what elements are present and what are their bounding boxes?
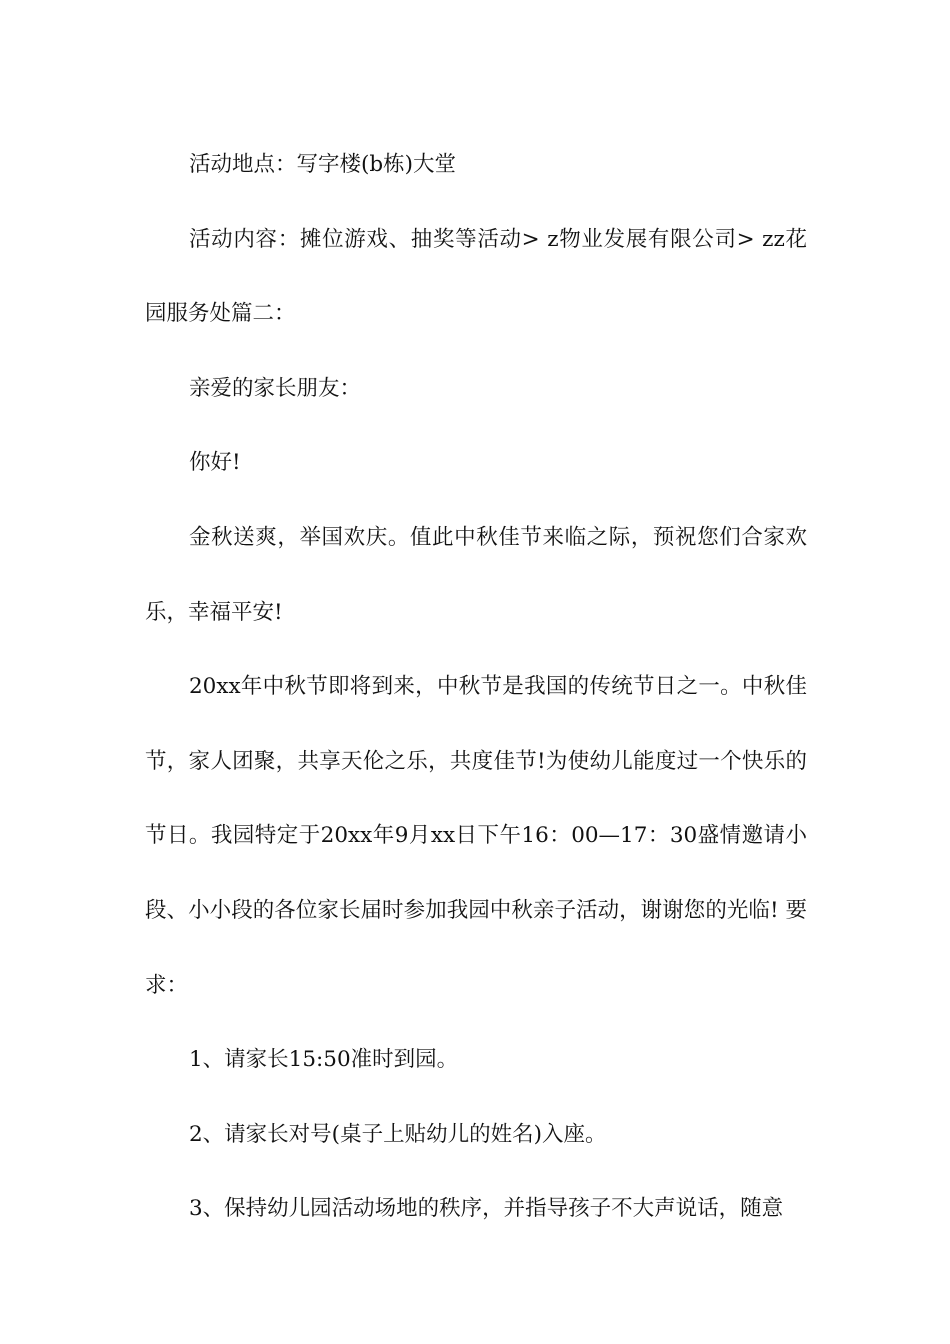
paragraph-wishes: 金秋送爽，举国欢庆。值此中秋佳节来临之际，预祝您们合家欢乐，幸福平安! bbox=[145, 524, 807, 625]
paragraph-invitation: 20xx年中秋节即将到来，中秋节是我国的传统节日之一。中秋佳节，家人团聚，共享天伦之乐，共度佳节!为使幼儿能度过一个快乐的节日。我园特定于20xx年9月xx日下午16：00—17：30盛情邀请小段、小小段的各位家长届时参加我园中秋亲子活动，谢谢您的光临! 要求： bbox=[145, 674, 807, 998]
paragraph-content: 活动内容：摊位游戏、抽奖等活动> z物业发展有限公司> zz花园服务处篇二： bbox=[145, 226, 807, 327]
paragraph-requirement-1: 1、请家长15:50准时到园。 bbox=[189, 1047, 459, 1073]
paragraph-location: 活动地点：写字楼(b栋)大堂 bbox=[189, 152, 457, 177]
document-body bbox=[145, 128, 807, 1247]
paragraph-salutation: 亲爱的家长朋友： bbox=[189, 375, 362, 401]
paragraph-greeting: 你好! bbox=[189, 450, 241, 476]
paragraph-requirement-2: 2、请家长对号(桌子上贴幼儿的姓名)入座。 bbox=[189, 1121, 607, 1147]
paragraph-requirement-3: 3、保持幼儿园活动场地的秩序，并指导孩子不大声说话，随意 bbox=[189, 1196, 784, 1222]
